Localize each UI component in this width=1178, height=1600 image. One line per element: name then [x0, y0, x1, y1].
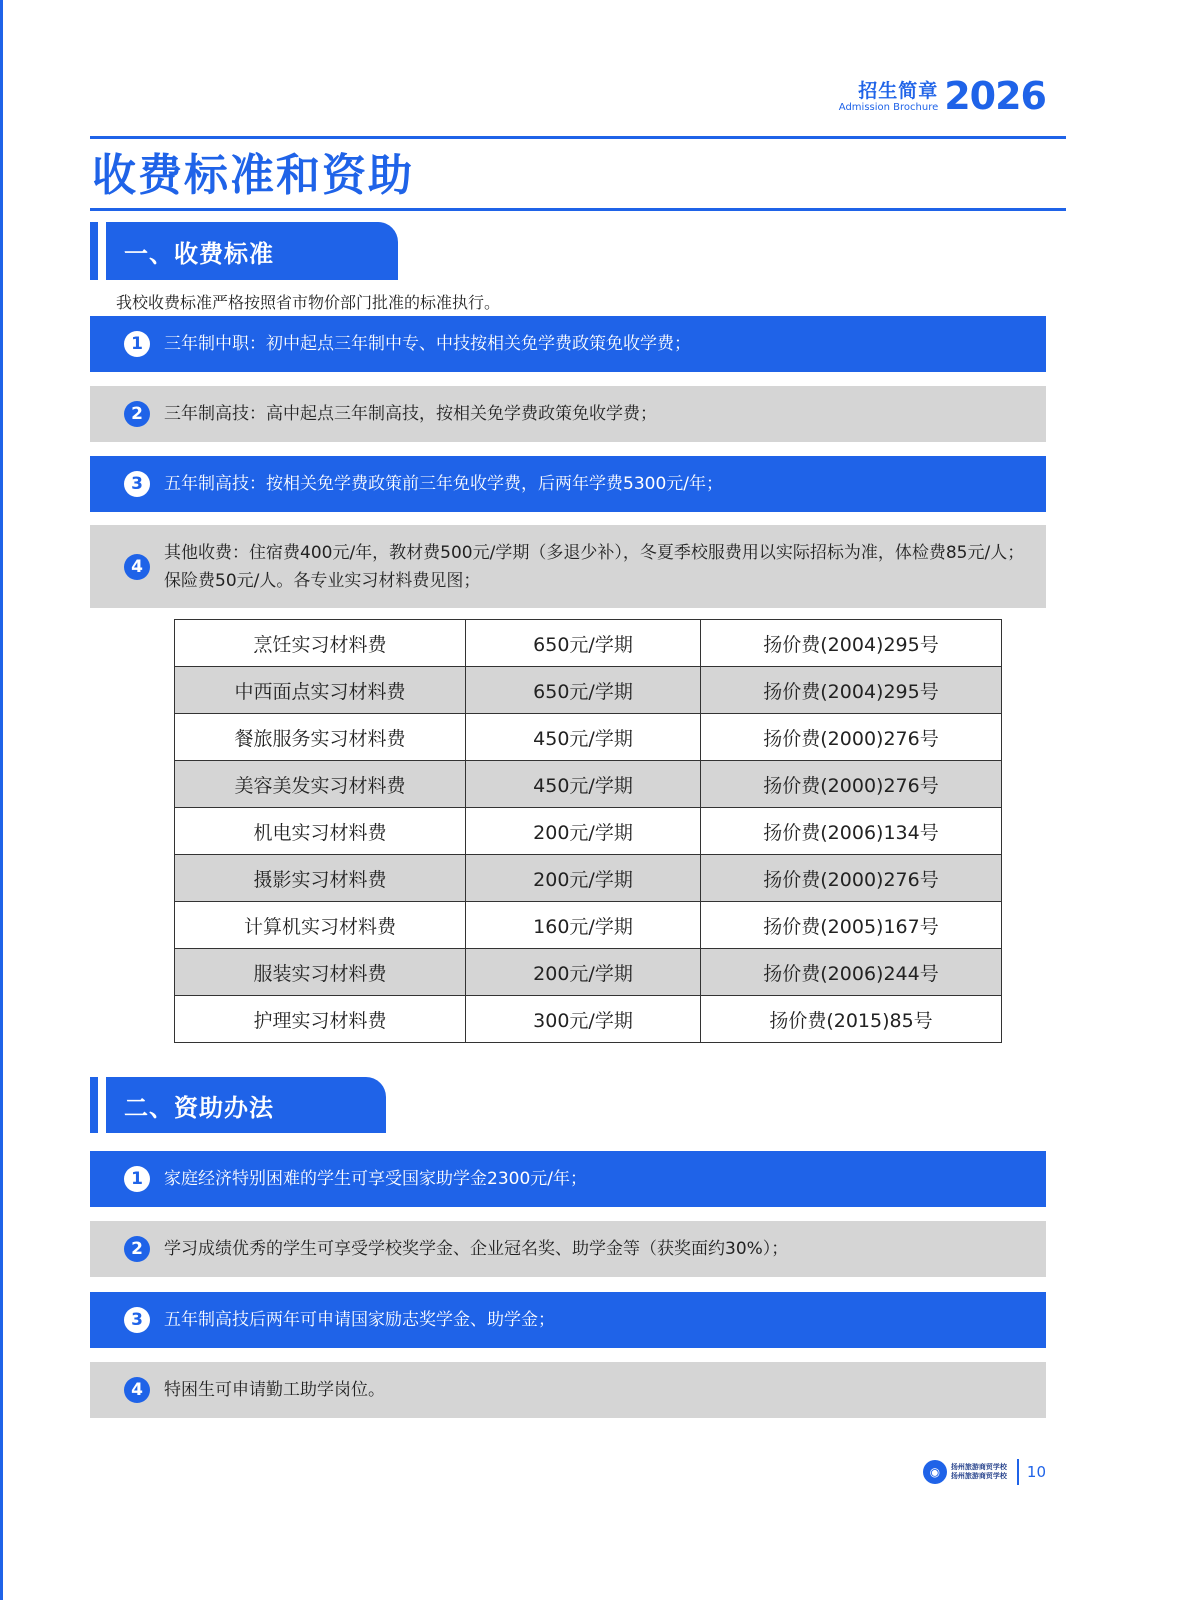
- aid-item-2: [90, 1221, 1046, 1277]
- aid-item-text: 家庭经济特别困难的学生可享受国家助学金2300元/年；: [164, 1169, 587, 1189]
- fee-amount: 160元/学期: [466, 902, 701, 949]
- fee-item-text: 三年制高技：高中起点三年制高技，按相关免学费政策免收学费；: [164, 404, 657, 424]
- fee-table-row: [175, 855, 1002, 902]
- fee-amount: 200元/学期: [466, 855, 701, 902]
- fee-item-2: [90, 386, 1046, 442]
- fee-item-3: [90, 456, 1046, 512]
- fee-approval-number: 扬价费(2004)295号: [701, 620, 1002, 667]
- item-number-badge: 1: [124, 331, 150, 357]
- page-title: 收费标准和资助: [92, 150, 414, 201]
- fee-approval-number: 扬价费(2000)276号: [701, 714, 1002, 761]
- fee-amount: 650元/学期: [466, 620, 701, 667]
- fee-amount: 450元/学期: [466, 761, 701, 808]
- fee-table-row: [175, 714, 1002, 761]
- aid-item-3: [90, 1292, 1046, 1348]
- aid-item-1: [90, 1151, 1046, 1207]
- fee-item-name: 机电实习材料费: [175, 808, 466, 855]
- fee-item-name: 摄影实习材料费: [175, 855, 466, 902]
- brand-subtitle: Admission Brochure: [838, 102, 939, 113]
- material-fees-table: [174, 619, 1002, 1043]
- fee-table-row: [175, 667, 1002, 714]
- brand-title: 招生简章: [858, 80, 939, 102]
- aid-item-text: 学习成绩优秀的学生可享受学校奖学金、企业冠名奖、助学金等（获奖面约30%）；: [164, 1239, 789, 1259]
- fee-item-text: 其他收费：住宿费400元/年，教材费500元/学期（多退少补），冬夏季校服费用以实际招标为准，体检费85元/人；保险费50元/人。各专业实习材料费见图；: [164, 542, 1025, 591]
- fee-table-row: [175, 996, 1002, 1043]
- school-name-line2: 扬州旅游商贸学校: [950, 1472, 1007, 1480]
- item-number-badge: 2: [124, 401, 150, 427]
- item-number-badge: 4: [124, 554, 150, 580]
- fee-item-name: 服装实习材料费: [175, 949, 466, 996]
- school-logo-text: [951, 1463, 1007, 1481]
- item-number-badge: 3: [124, 471, 150, 497]
- section1-intro: 我校收费标准严格按照省市物价部门批准的标准执行。: [116, 293, 501, 312]
- section2-title: 二、资助办法: [106, 1077, 386, 1133]
- fee-approval-number: 扬价费(2006)244号: [701, 949, 1002, 996]
- brand-year: 2026: [944, 74, 1046, 118]
- fee-table-row: [175, 808, 1002, 855]
- left-edge-stripe: [0, 0, 3, 1600]
- page-footer: [923, 1458, 1046, 1486]
- item-number-badge: 4: [124, 1377, 150, 1403]
- fee-item-name: 中西面点实习材料费: [175, 667, 466, 714]
- fee-amount: 300元/学期: [466, 996, 701, 1043]
- school-logo-icon: ◉: [923, 1460, 947, 1484]
- item-number-badge: 1: [124, 1166, 150, 1192]
- brochure-brand: [839, 76, 1046, 116]
- fee-amount: 200元/学期: [466, 808, 701, 855]
- fee-item-4: [90, 525, 1046, 608]
- fee-item-name: 烹饪实习材料费: [175, 620, 466, 667]
- fee-table-row: [175, 949, 1002, 996]
- fee-item-1: [90, 316, 1046, 372]
- fee-approval-number: 扬价费(2006)134号: [701, 808, 1002, 855]
- fee-approval-number: 扬价费(2015)85号: [701, 996, 1002, 1043]
- fee-approval-number: 扬价费(2004)295号: [701, 667, 1002, 714]
- fee-table-row: [175, 902, 1002, 949]
- fee-table-row: [175, 761, 1002, 808]
- top-rule: [90, 136, 1066, 139]
- fee-table-row: [175, 620, 1002, 667]
- fee-approval-number: 扬价费(2005)167号: [701, 902, 1002, 949]
- item-number-badge: 2: [124, 1236, 150, 1262]
- aid-item-text: 特困生可申请勤工助学岗位。: [164, 1380, 385, 1400]
- fee-item-text: 三年制中职：初中起点三年制中专、中技按相关免学费政策免收学费；: [164, 334, 691, 354]
- fee-item-name: 美容美发实习材料费: [175, 761, 466, 808]
- title-underline: [90, 208, 1066, 211]
- fee-item-text: 五年制高技：按相关免学费政策前三年免收学费，后两年学费5300元/年；: [164, 474, 723, 494]
- brand-text: [839, 80, 938, 114]
- section2-accent-bar: [90, 1077, 98, 1133]
- fee-approval-number: 扬价费(2000)276号: [701, 855, 1002, 902]
- page-number: 10: [1026, 1463, 1046, 1481]
- section1-accent-bar: [90, 222, 98, 280]
- fee-amount: 650元/学期: [466, 667, 701, 714]
- fee-approval-number: 扬价费(2000)276号: [701, 761, 1002, 808]
- section1-title: 一、收费标准: [106, 222, 398, 280]
- fee-item-name: 计算机实习材料费: [175, 902, 466, 949]
- aid-item-4: [90, 1362, 1046, 1418]
- aid-item-text: 五年制高技后两年可申请国家励志奖学金、助学金；: [164, 1310, 555, 1330]
- school-name-line1: 扬州旅游商贸学校: [950, 1463, 1007, 1471]
- fee-amount: 200元/学期: [466, 949, 701, 996]
- fee-item-name: 餐旅服务实习材料费: [175, 714, 466, 761]
- fee-amount: 450元/学期: [466, 714, 701, 761]
- fee-item-name: 护理实习材料费: [175, 996, 466, 1043]
- footer-divider: [1017, 1459, 1019, 1485]
- item-number-badge: 3: [124, 1307, 150, 1333]
